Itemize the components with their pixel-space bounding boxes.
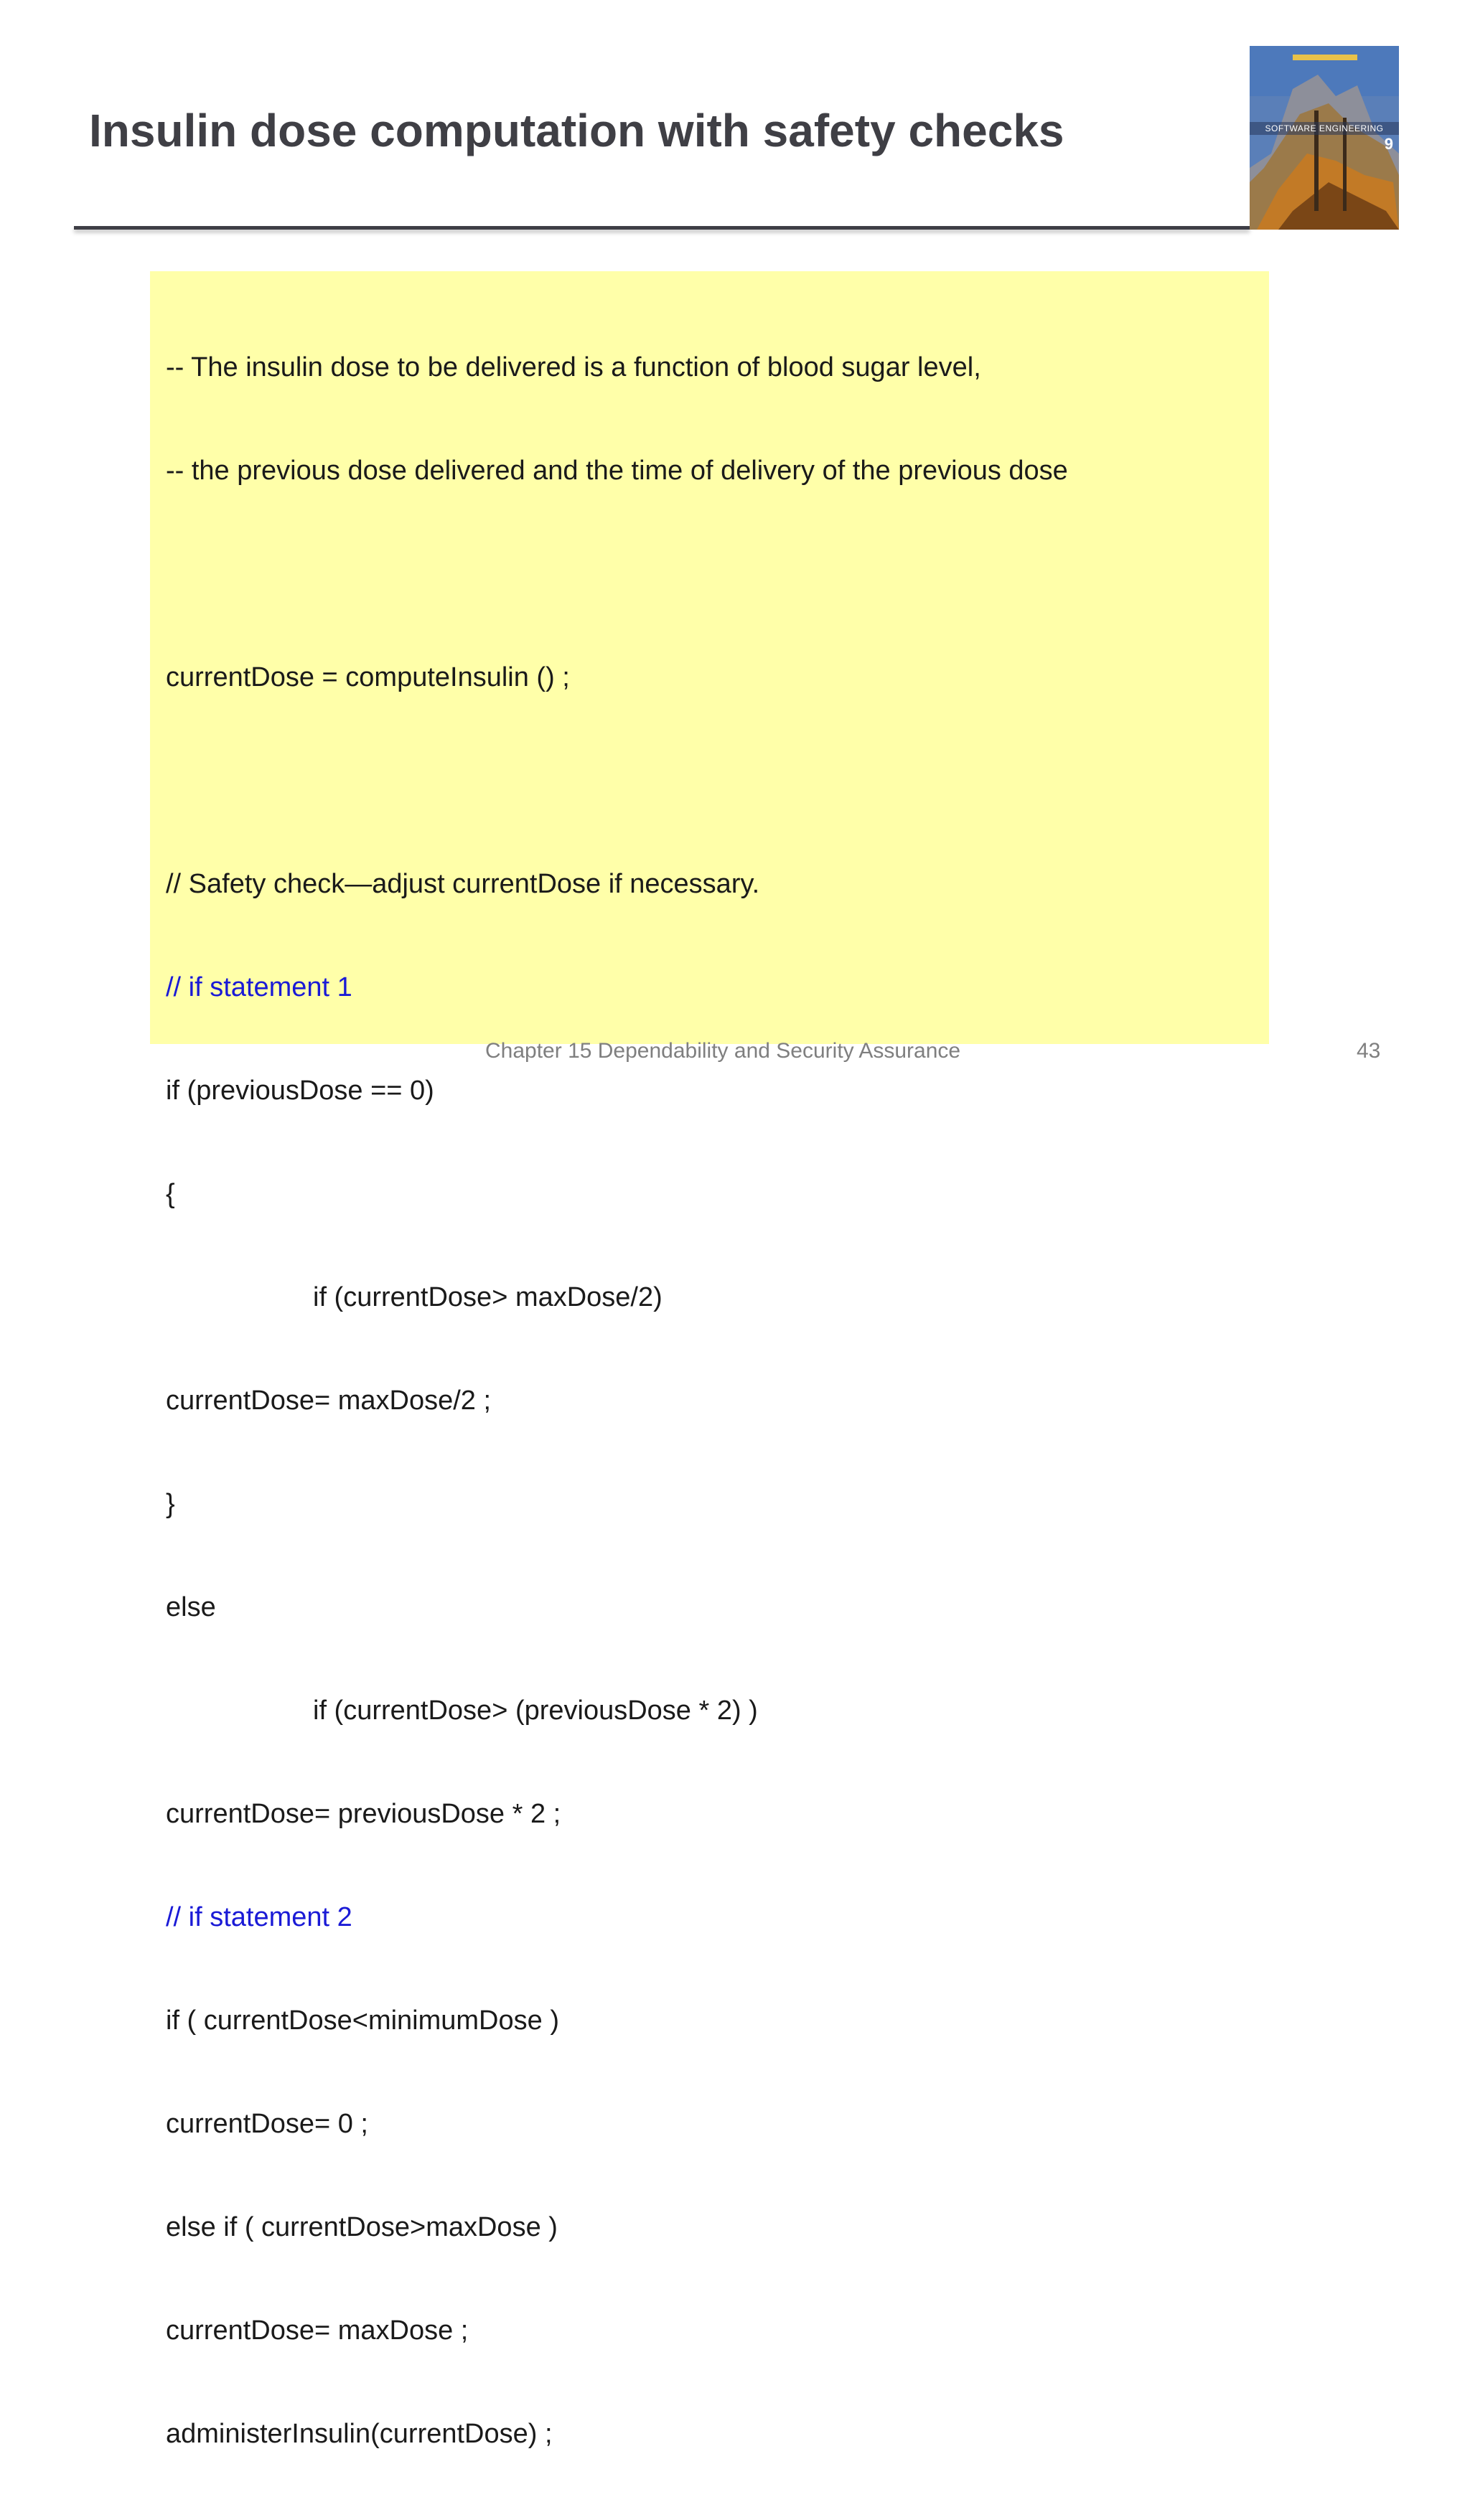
book-cover-edition: 9: [1384, 135, 1393, 153]
slide-title: Insulin dose computation with safety checks: [89, 105, 1064, 156]
code-line: administerInsulin(currentDose) ;: [166, 2419, 553, 2449]
book-cover-artwork: [1250, 46, 1399, 230]
code-line: if ( currentDose<minimumDose ): [166, 2006, 559, 2036]
code-line: else: [166, 1592, 216, 1622]
code-line: }: [166, 1489, 175, 1519]
code-line: currentDose= previousDose * 2 ;: [166, 1799, 561, 1829]
code-line: currentDose = computeInsulin () ;: [166, 662, 570, 692]
code-line: currentDose= 0 ;: [166, 2109, 368, 2139]
code-line: // Safety check—adjust currentDose if necessary.: [166, 869, 760, 899]
code-comment-if-statement-2: // if statement 2: [166, 1902, 352, 1932]
book-cover-title: SOFTWARE ENGINEERING: [1265, 123, 1384, 133]
page-number: 43: [1357, 1039, 1381, 1063]
code-blank-line: [166, 763, 1068, 798]
code-line: -- the previous dose delivered and the time of delivery of the previous dose: [166, 456, 1068, 486]
code-line: if (currentDose> (previousDose * 2) ): [313, 1696, 758, 1726]
code-line: -- The insulin dose to be delivered is a function of blood sugar level,: [166, 352, 981, 382]
code-line: else if ( currentDose>maxDose ): [166, 2212, 558, 2242]
slide-footer: Chapter 15 Dependability and Security Assurance: [485, 1039, 961, 1063]
code-listing: [166, 281, 1068, 2520]
title-divider: [74, 226, 1250, 230]
code-line: {: [166, 1179, 175, 1209]
code-line: if (previousDose == 0): [166, 1076, 434, 1106]
book-cover-image: [1250, 46, 1399, 230]
code-line: if (currentDose> maxDose/2): [313, 1282, 663, 1312]
code-line: currentDose= maxDose ;: [166, 2316, 469, 2346]
code-line: currentDose= maxDose/2 ;: [166, 1386, 492, 1416]
code-blank-line: [166, 557, 1068, 591]
code-comment-if-statement-1: // if statement 1: [166, 972, 352, 1002]
